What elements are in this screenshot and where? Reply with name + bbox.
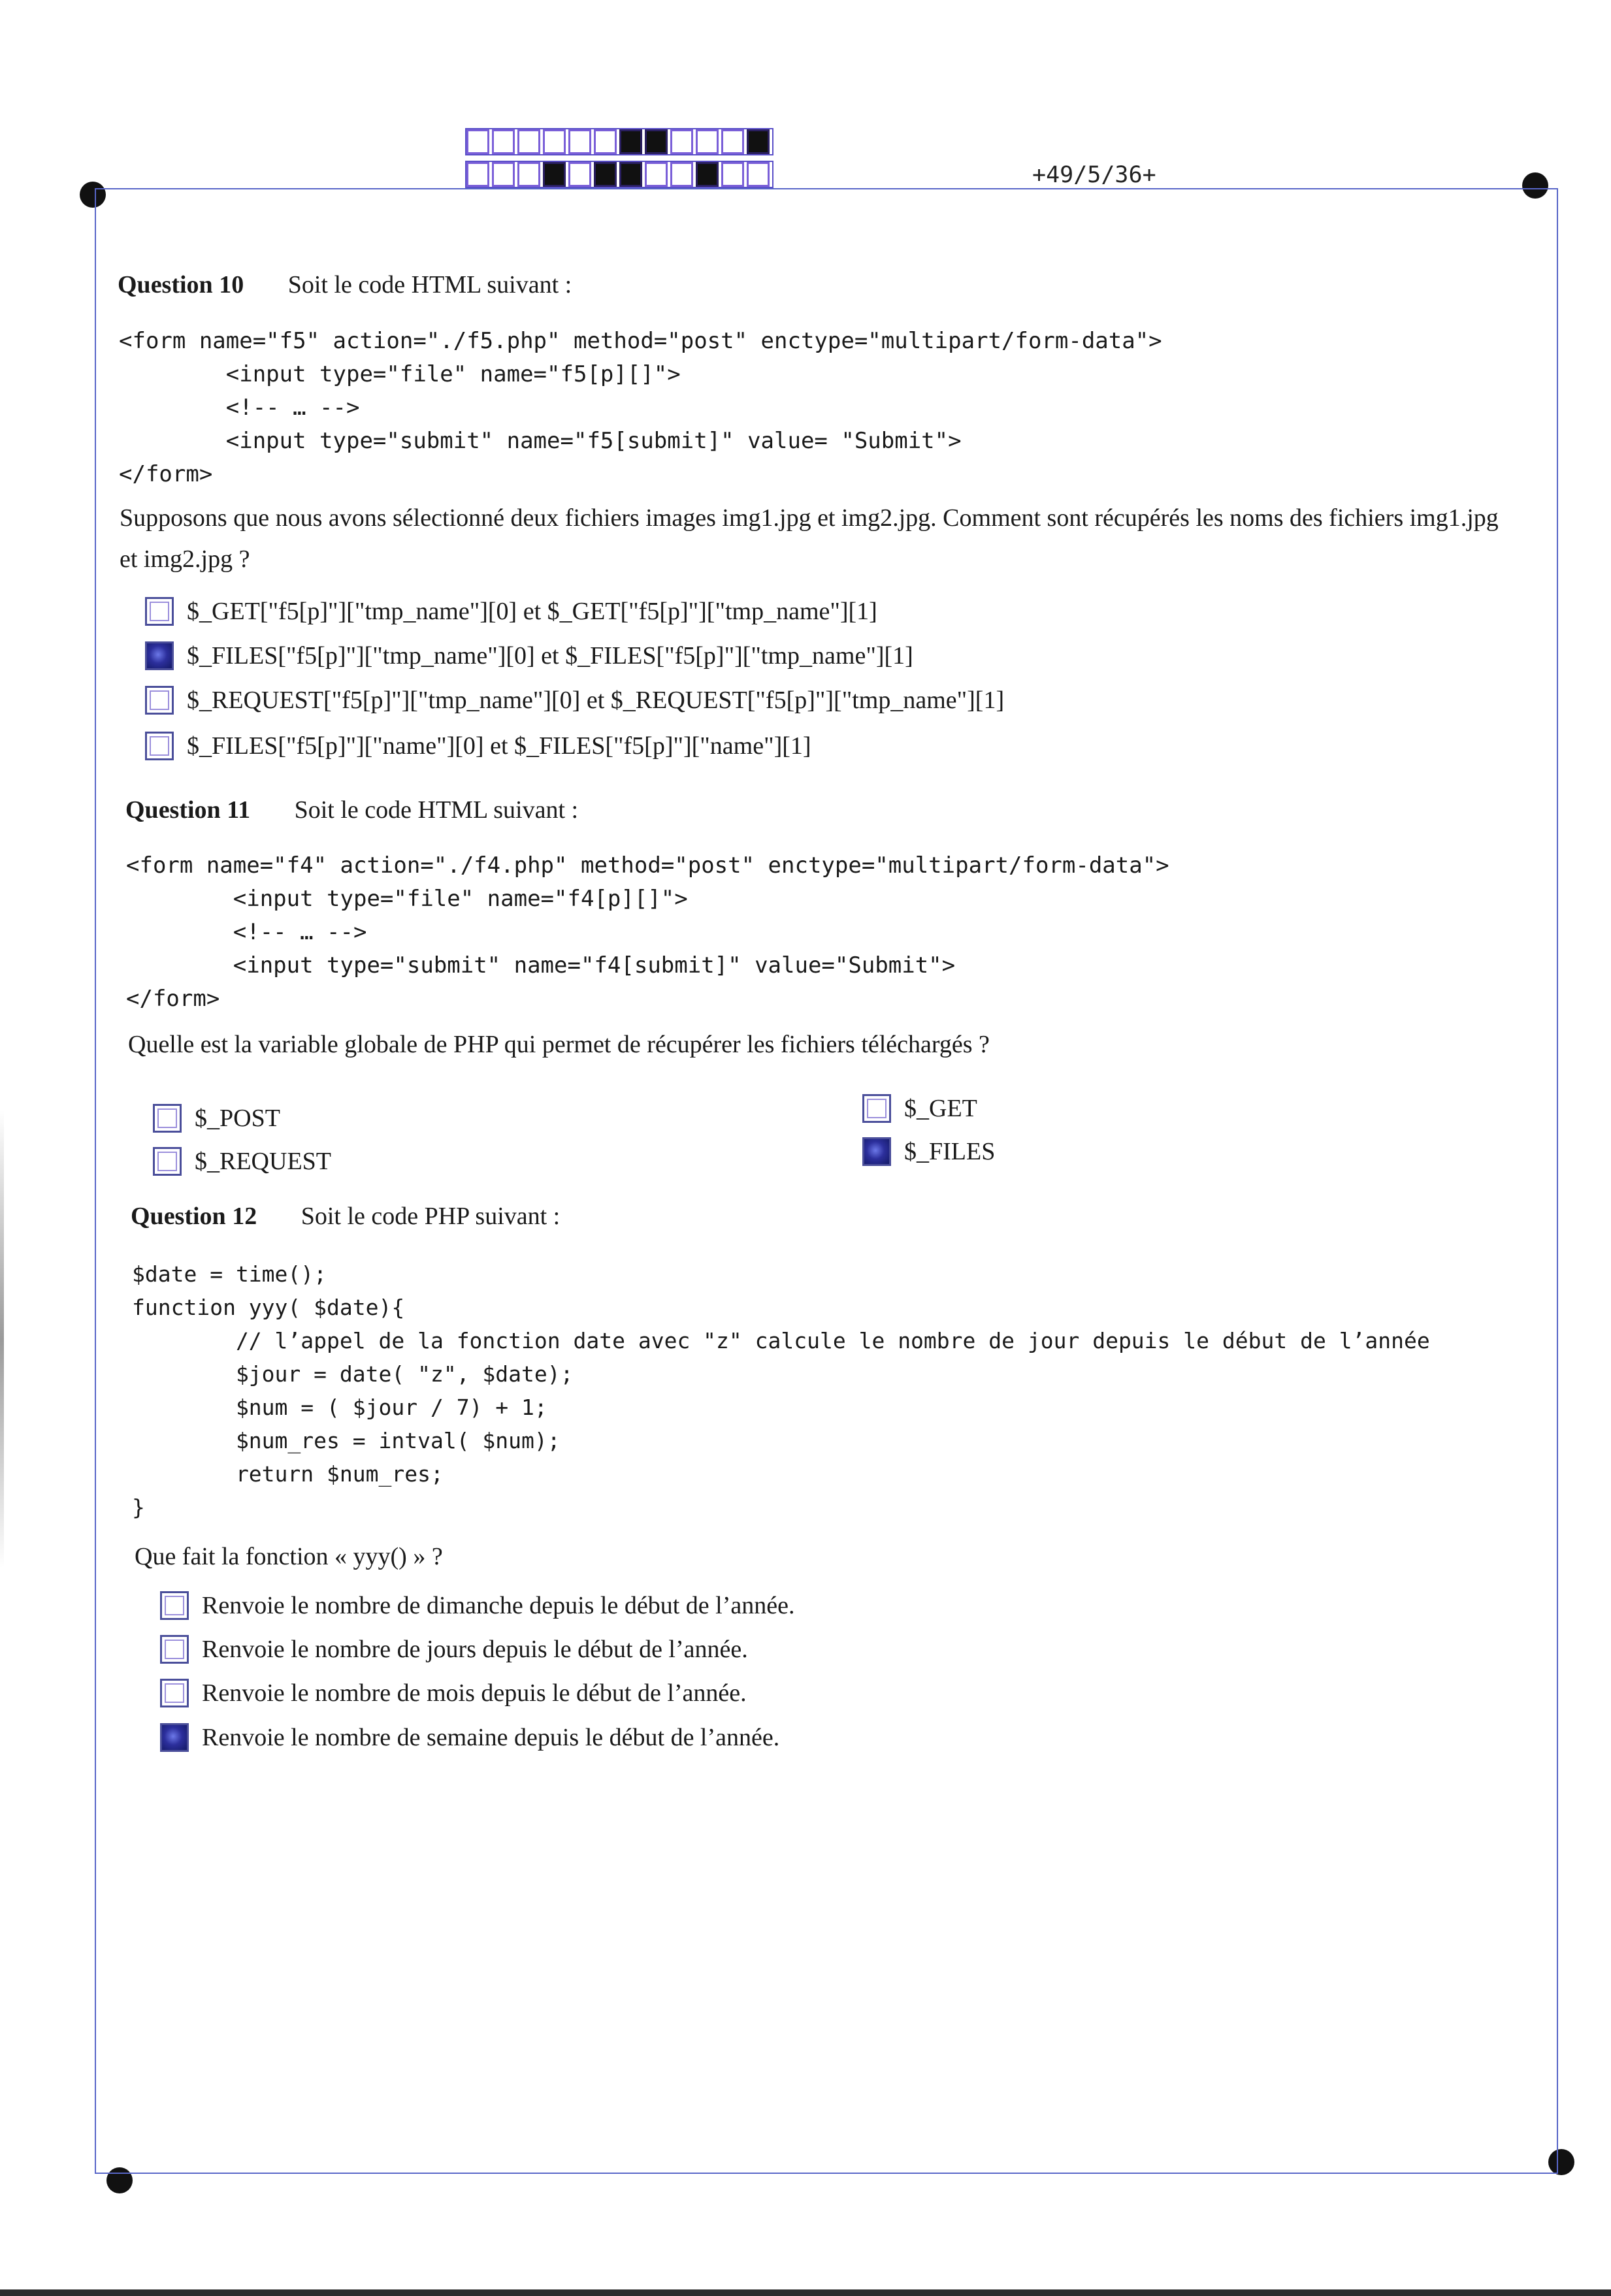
barcode-cell xyxy=(543,162,566,187)
option-label: $_FILES["f5[p]"]["tmp_name"][0] et $_FILES["f5[p]"]["tmp_name"][1] xyxy=(187,642,913,670)
option-label: $_FILES["f5[p]"]["name"][0] et $_FILES["f5[p]"]["name"][1] xyxy=(187,732,811,760)
option-label: $_GET xyxy=(904,1095,977,1122)
barcode-cell xyxy=(645,129,668,154)
scan-edge-shadow xyxy=(0,1110,4,1568)
checkbox[interactable] xyxy=(153,1104,182,1133)
option-label: Renvoie le nombre de semaine depuis le début de l’année. xyxy=(202,1724,780,1751)
checkbox[interactable] xyxy=(145,686,174,715)
q10-option-4[interactable] xyxy=(145,732,811,760)
question-10-header xyxy=(118,270,572,299)
option-label: Renvoie le nombre de mois depuis le début de l’année. xyxy=(202,1679,747,1707)
q11-option-post[interactable] xyxy=(153,1104,280,1133)
q12-option-1[interactable] xyxy=(160,1591,794,1620)
option-label: $_GET["f5[p]"]["tmp_name"][0] et $_GET["f5[p]"]["tmp_name"][1] xyxy=(187,598,877,625)
checkbox[interactable] xyxy=(160,1679,189,1707)
option-label: $_REQUEST xyxy=(195,1148,331,1175)
q10-option-2[interactable] xyxy=(145,641,913,670)
barcode-cell xyxy=(747,162,770,187)
barcode-cell xyxy=(721,162,744,187)
checkbox[interactable] xyxy=(862,1137,891,1166)
barcode-cell xyxy=(747,129,770,154)
barcode-cell xyxy=(696,129,719,154)
q10-option-3[interactable] xyxy=(145,686,1004,715)
option-label: Renvoie le nombre de jours depuis le début de l’année. xyxy=(202,1636,748,1663)
q11-option-files[interactable] xyxy=(862,1137,995,1166)
checkbox[interactable] xyxy=(145,597,174,626)
barcode-cell xyxy=(568,129,591,154)
barcode-cell xyxy=(619,162,642,187)
question-number: Question 12 xyxy=(131,1203,257,1230)
checkbox[interactable] xyxy=(160,1723,189,1752)
question-intro: Soit le code PHP suivant : xyxy=(301,1203,561,1230)
barcode-cell xyxy=(594,162,617,187)
scan-bottom-edge xyxy=(0,2289,1611,2296)
barcode-cell xyxy=(568,162,591,187)
question-11-header xyxy=(125,796,578,824)
q11-option-request[interactable] xyxy=(153,1147,331,1176)
checkbox[interactable] xyxy=(160,1635,189,1664)
barcode-cell xyxy=(466,129,489,154)
barcode-cell xyxy=(645,162,668,187)
barcode-row-1 xyxy=(465,128,773,155)
question-10-prompt: Supposons que nous avons sélectionné deux fichiers images img1.jpg et img2.jpg. Comment sont récupérés les noms des fichiers img1.jpg et img2.jpg ? xyxy=(120,504,1499,573)
question-12-code: $date = time(); function yyy( $date){ // l’appel de la fonction date avec "z" calcule le nombre de jour depuis le début de l’année $jour = date( "z", $date); $num = ( $jour / 7) + 1; $num_res = intval( $num); return $num_res; } xyxy=(132,1261,1430,1520)
question-11-prompt: Quelle est la variable globale de PHP qui permet de récupérer les fichiers téléchargés ? xyxy=(128,1031,990,1058)
page-id: +49/5/36+ xyxy=(1032,162,1156,188)
barcode-cell xyxy=(696,162,719,187)
question-intro: Soit le code HTML suivant : xyxy=(294,796,579,824)
checkbox[interactable] xyxy=(153,1147,182,1176)
barcode-row-2 xyxy=(465,161,773,188)
barcode-cell xyxy=(492,129,515,154)
question-number: Question 11 xyxy=(125,796,251,824)
checkbox[interactable] xyxy=(160,1591,189,1620)
barcode-cell xyxy=(492,162,515,187)
question-intro: Soit le code HTML suivant : xyxy=(287,271,572,299)
barcode-cell xyxy=(594,129,617,154)
question-12-prompt: Que fait la fonction « yyy() » ? xyxy=(135,1543,443,1570)
q10-option-1[interactable] xyxy=(145,597,877,626)
checkbox[interactable] xyxy=(145,732,174,760)
option-label: $_REQUEST["f5[p]"]["tmp_name"][0] et $_REQUEST["f5[p]"]["tmp_name"][1] xyxy=(187,687,1005,714)
barcode-cell xyxy=(466,162,489,187)
checkbox[interactable] xyxy=(145,641,174,670)
q12-option-2[interactable] xyxy=(160,1635,748,1664)
barcode-cell xyxy=(543,129,566,154)
barcode-cell xyxy=(517,129,540,154)
barcode-cell xyxy=(670,129,693,154)
barcode-cell xyxy=(517,162,540,187)
option-label: Renvoie le nombre de dimanche depuis le début de l’année. xyxy=(202,1592,795,1619)
checkbox[interactable] xyxy=(862,1094,891,1123)
q12-option-4[interactable] xyxy=(160,1723,779,1752)
barcode-cell xyxy=(619,129,642,154)
barcode-cell xyxy=(670,162,693,187)
option-label: $_FILES xyxy=(904,1138,996,1165)
question-number: Question 10 xyxy=(118,271,244,299)
question-12-header xyxy=(131,1202,560,1231)
q11-option-get[interactable] xyxy=(862,1094,977,1123)
barcode-cell xyxy=(721,129,744,154)
option-label: $_POST xyxy=(195,1105,280,1132)
question-10-code: <form name="f5" action="./f5.php" method="post" enctype="multipart/form-data"> <input type="file" name="f5[p][]"> <!-- … --> <input type="submit" name="f5[submit]" value= "Submit"> </form> xyxy=(119,328,1162,487)
q12-option-3[interactable] xyxy=(160,1679,747,1707)
question-11-code: <form name="f4" action="./f4.php" method="post" enctype="multipart/form-data"> <input type="file" name="f4[p][]"> <!-- … --> <input type="submit" name="f4[submit]" value="Submit"> </form> xyxy=(126,852,1169,1012)
